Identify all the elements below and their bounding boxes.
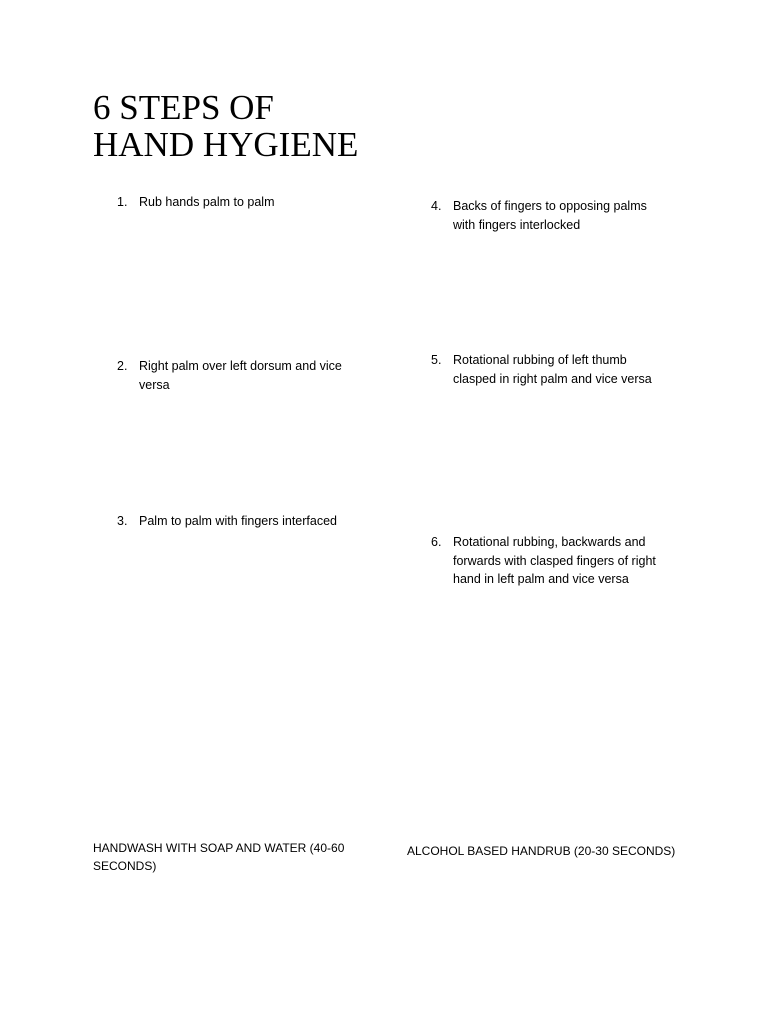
step-5 (431, 351, 661, 388)
handwash-label: HANDWASH WITH SOAP AND WATER (40-60 SECONDS) (93, 841, 345, 873)
step-number: 6. (431, 535, 442, 549)
step-number: 3. (117, 514, 128, 528)
step-number: 2. (117, 359, 128, 373)
document-title (93, 89, 358, 163)
step-4 (431, 197, 666, 234)
title-line-2: HAND HYGIENE (93, 125, 359, 164)
step-number: 1. (117, 195, 128, 209)
step-text: Palm to palm with fingers interfaced (139, 514, 338, 528)
step-text: Rotational rubbing, backwards and forwards with clasped fingers of right hand in left palm and vice versa (453, 535, 656, 586)
step-text: Right palm over left dorsum and vice versa (139, 359, 342, 392)
step-number: 5. (431, 353, 442, 367)
step-text: Backs of fingers to opposing palms with fingers interlocked (453, 199, 647, 232)
step-text: Rotational rubbing of left thumb clasped in right palm and vice versa (453, 353, 652, 386)
step-text: Rub hands palm to palm (139, 195, 275, 209)
handrub-label: ALCOHOL BASED HANDRUB (20-30 SECONDS) (407, 844, 676, 858)
title-line-1: 6 STEPS OF (93, 88, 274, 127)
step-3 (117, 512, 367, 531)
step-number: 4. (431, 199, 442, 213)
step-2 (117, 357, 362, 394)
step-1 (117, 193, 367, 212)
step-6 (431, 533, 676, 589)
